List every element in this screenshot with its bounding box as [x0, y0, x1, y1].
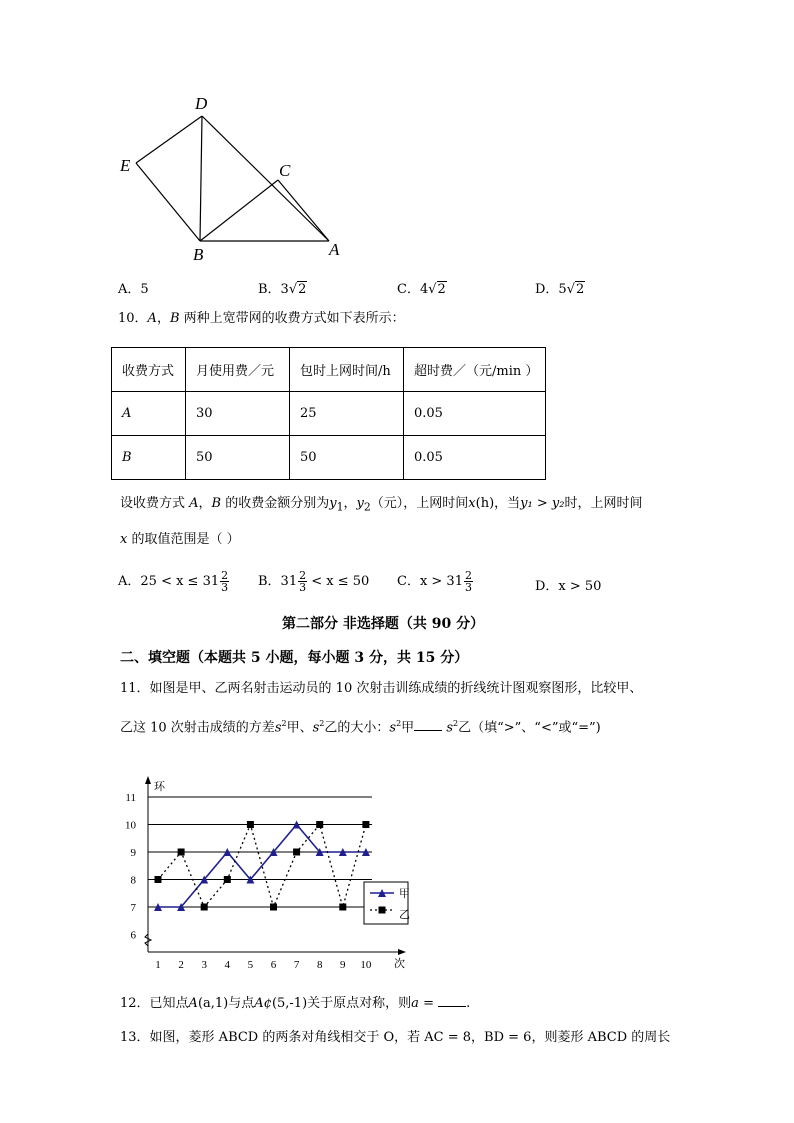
label-e: E	[120, 156, 131, 175]
table-cell: A	[112, 392, 186, 436]
x-tick-label: 1	[155, 959, 161, 971]
y-tick-label: 8	[130, 874, 136, 887]
segment-ca	[278, 180, 329, 241]
point-square	[339, 904, 346, 911]
answer-blank	[438, 993, 466, 1007]
x-tick-label: 4	[224, 959, 231, 971]
q11-line-1: 11．如图是甲、乙两名射击运动员的 10 次射击训练成绩的折线统计图观察图形，比较甲、	[120, 681, 643, 696]
section-fill-in-title: 二、填空题（本题共 5 小题，每小题 3 分，共 15 分）	[120, 650, 469, 666]
point-square	[316, 821, 323, 828]
q9-option-d: D．5√2	[535, 282, 585, 297]
fee-table	[111, 347, 546, 480]
label-b: B	[193, 245, 204, 264]
score-line-chart	[110, 772, 420, 977]
y-tick-label: 10	[125, 819, 136, 832]
y-tick-label: 9	[130, 847, 136, 859]
x-tick-label: 7	[293, 959, 300, 971]
y-axis-arrow	[145, 776, 151, 784]
q10-option-c: C．x > 31 $\frac{2}{3}$	[397, 569, 472, 594]
q10-question-line: x 的取值范围是（ ）	[120, 532, 240, 547]
point-square	[201, 904, 208, 911]
y-tick-label: 7	[130, 902, 136, 914]
table-header-cell: 月使用费／元	[186, 348, 290, 392]
table-cell: B	[112, 436, 186, 480]
point-square	[155, 876, 162, 883]
q10-option-d: D．x > 50	[535, 579, 602, 594]
table-cell: 50	[186, 436, 290, 480]
table-header-cell: 包时上网时间/h	[290, 348, 404, 392]
q10-option-a: A．25 < x ≤ 31 $\frac{2}{3}$	[118, 569, 229, 594]
y-tick-label: 11	[125, 792, 136, 804]
point-square	[247, 821, 254, 828]
legend-label-jia: 甲	[399, 888, 410, 900]
table-cell: 30	[186, 392, 290, 436]
legend-label-yi: 乙	[399, 909, 410, 921]
x-tick-label: 2	[178, 959, 184, 971]
table-header-cell: 收费方式	[112, 348, 186, 392]
table-row	[112, 392, 546, 436]
x-tick-label: 9	[340, 959, 346, 971]
x-tick-label: 5	[247, 959, 254, 971]
segment-da	[202, 116, 329, 241]
q9-option-c: C．4√2	[397, 282, 446, 297]
q10-stem: 10．A，B 两种上宽带网的收费方式如下表所示：	[118, 311, 405, 326]
segment-bc	[200, 180, 278, 241]
x-tick-label: 8	[316, 959, 323, 971]
point-square	[224, 876, 231, 883]
label-a: A	[329, 240, 340, 259]
x-axis-label: 次	[394, 958, 405, 970]
x-tick-label: 3	[201, 959, 207, 971]
table-row	[112, 436, 546, 480]
q11-line-2: 乙这 10 次射击成绩的方差$s^2$甲、$s^2$乙的大小：$s^2$甲 $s^2$乙（填“>”、“<”或“=”)	[120, 719, 601, 736]
segment-eb	[136, 163, 200, 241]
table-cell: 0.05	[404, 436, 546, 480]
q13-line: 13．如图，菱形 ABCD 的两条对角线相交于 O，若 AC = 8，BD = 6，则菱形 ABCD 的周长	[120, 1030, 671, 1045]
table-header-row	[112, 348, 546, 392]
segment-db	[200, 116, 202, 241]
x-axis-arrow	[398, 949, 406, 955]
q10-condition-line: 设收费方式 A，B 的收费金额分别为$y_1$，$y_2$（元），上网时间x(h)，当y₁ > y₂时，上网时间	[120, 496, 643, 514]
y-tick-label: 6	[130, 929, 136, 942]
x-tick-label: 10	[360, 959, 372, 971]
segment-de	[136, 116, 202, 163]
legend-marker-yi	[379, 907, 386, 914]
table-cell: 50	[290, 436, 404, 480]
x-tick-label: 6	[270, 959, 277, 971]
point-square	[362, 821, 369, 828]
table-cell: 25	[290, 392, 404, 436]
part-two-title: 第二部分 非选择题（共 90 分）	[282, 616, 485, 632]
q10-option-b: B．31 $\frac{2}{3}$ < x ≤ 50	[258, 569, 370, 594]
series-line-triangle	[158, 825, 366, 908]
label-c: C	[279, 161, 291, 180]
table-cell: 0.05	[404, 392, 546, 436]
q12-line: 12．已知点A(a,1)与点A¢(5,-1)关于原点对称，则a = .	[120, 993, 470, 1013]
q9-option-b: B．3√2	[258, 282, 307, 297]
label-d: D	[195, 94, 208, 113]
answer-blank	[414, 717, 442, 731]
table-header-cell: 超时费／（元/min ）	[404, 348, 546, 392]
point-square	[293, 849, 300, 856]
point-square	[270, 904, 277, 911]
point-square	[178, 849, 185, 856]
q9-option-a: A．5	[118, 282, 149, 297]
geometry-figure	[110, 88, 350, 268]
y-axis-label: 环	[154, 781, 165, 793]
